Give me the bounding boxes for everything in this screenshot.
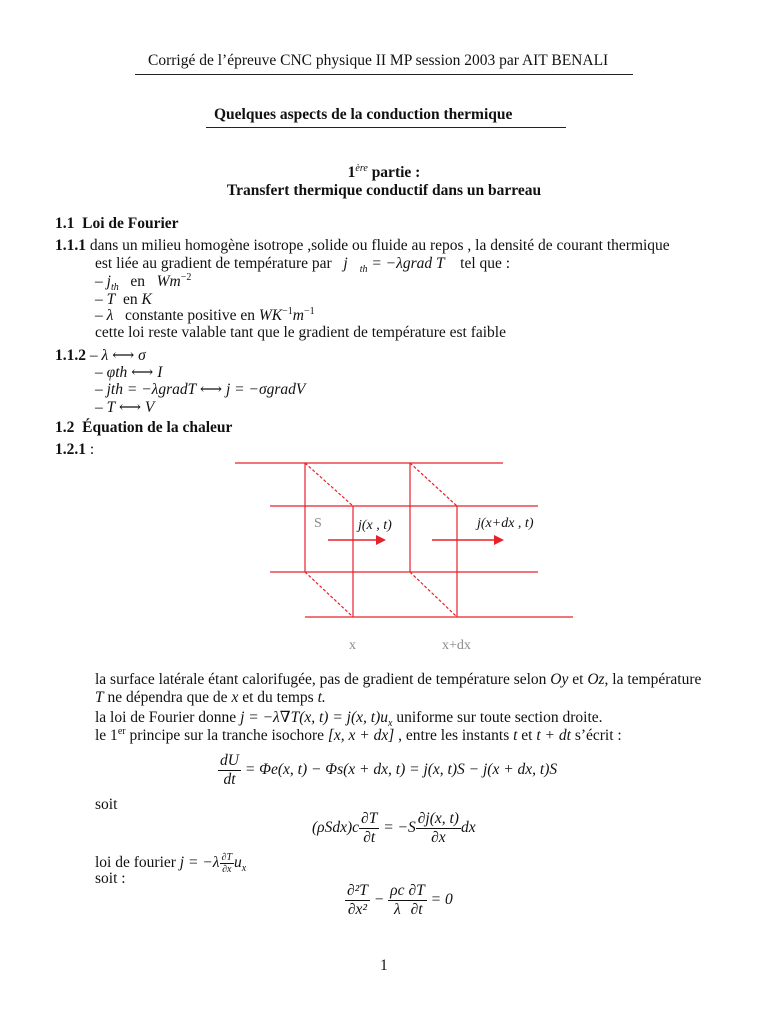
body-paragraph-2: T ne dépendra que de x et du temps t. (95, 689, 326, 706)
soit-1: soit (95, 796, 118, 813)
label-x: x (349, 638, 356, 653)
section-xdx-bottom-diag (410, 572, 457, 617)
item-jth: – $j_{th}$ en $Wm^{-2}$ (95, 271, 192, 294)
part-subtitle: Transfert thermique conductif dans un barreau (226, 182, 542, 199)
analogy-row-1: 1.1.2 – λ ⟷ σ (55, 347, 146, 364)
section-1-1-1-line2: est liée au gradient de température par $j⃗_{th}$ = −λgrad T tel que : (95, 255, 511, 276)
heat-equation: $\frac{\text{∂²T}}{\text{∂x²}}$ − $\frac{\rho c}{\lambda}$ $\frac{\partial T}{\partial t}$ = 0 (347, 882, 453, 918)
label-x-dx: x+dx (442, 638, 471, 653)
section-x-bottom-diag (305, 572, 353, 617)
section-1-1-1-line1: 1.1.1 dans un milieu homogène isotrope ,solide ou fluide au repos , la densité de courant thermique (55, 237, 670, 254)
part-number: 1 (347, 164, 356, 181)
label-S: S (314, 516, 322, 531)
label-j-x: j(x , t) (358, 518, 392, 533)
document-title: Quelques aspects de la conduction thermique (214, 106, 513, 123)
section-1-2-heading: 1.2 Équation de la chaleur (55, 419, 233, 436)
body-fourier-law: la loi de Fourier donne j = −λ∇T(x, t) = j(x, $t)u_x$ uniforme sur toute section droite. (95, 709, 603, 730)
validity-note: cette loi reste valable tant que le gradient de température est faible (95, 324, 506, 341)
part-superscript: ère (355, 162, 368, 174)
title-rule (206, 127, 566, 128)
body-first-principle: le 1er principe sur la tranche isochore [x, x + dx] , entre les instants t et t + dt s’écrit : (95, 725, 622, 744)
header-rule (135, 74, 633, 75)
part-heading (0, 164, 768, 182)
balance-equation-2: (ρSdx)c $\frac{\partial T}{\partial t}$ = −S $\frac{\partial j(x, t)}{\partial x}$ dx (312, 810, 476, 846)
section-x-top-diag (305, 463, 353, 506)
body-paragraph-1: la surface latérale étant calorifugée, pas de gradient de température selon Oy et Oz, la température (95, 671, 702, 688)
label-j-xdx: j(x+dx , t) (477, 516, 534, 531)
analogy-row-2: – φth ⟷ I (95, 364, 163, 381)
page-number: 1 (380, 957, 388, 974)
section-1-1-heading: 1.1 Loi de Fourier (55, 215, 179, 232)
flux-arrow-1-head (376, 535, 386, 545)
energy-balance-equation: $\frac{dU}{dt}$ = Φe(x, t) − Φs(x + dx, t) = j(x, t)S − j(x + dx, t)S (220, 752, 558, 788)
running-header: Corrigé de l’épreuve CNC physique II MP session 2003 par AIT BENALI (148, 52, 609, 69)
fourier-law-recall: loi de fourier j = −λ $\frac{\partial T}{\partial x}$ $u_x$ (95, 852, 247, 875)
section-1-2-1-heading: 1.2.1 : (55, 441, 95, 458)
section-xdx-top-diag (410, 463, 457, 506)
analogy-row-3: – jth = −λgradT ⟷ j = −σgradV (95, 381, 306, 398)
part-suffix: partie : (367, 164, 421, 181)
item-lambda: – λ constante positive en $WK^{-1}m^{-1}$ (95, 305, 315, 324)
item-T: – T en K (95, 291, 152, 308)
soit-2: soit : (95, 870, 126, 887)
flux-arrow-2-head (494, 535, 504, 545)
analogy-row-4: – T ⟷ V (95, 399, 155, 416)
bar-slice-figure (0, 455, 768, 660)
